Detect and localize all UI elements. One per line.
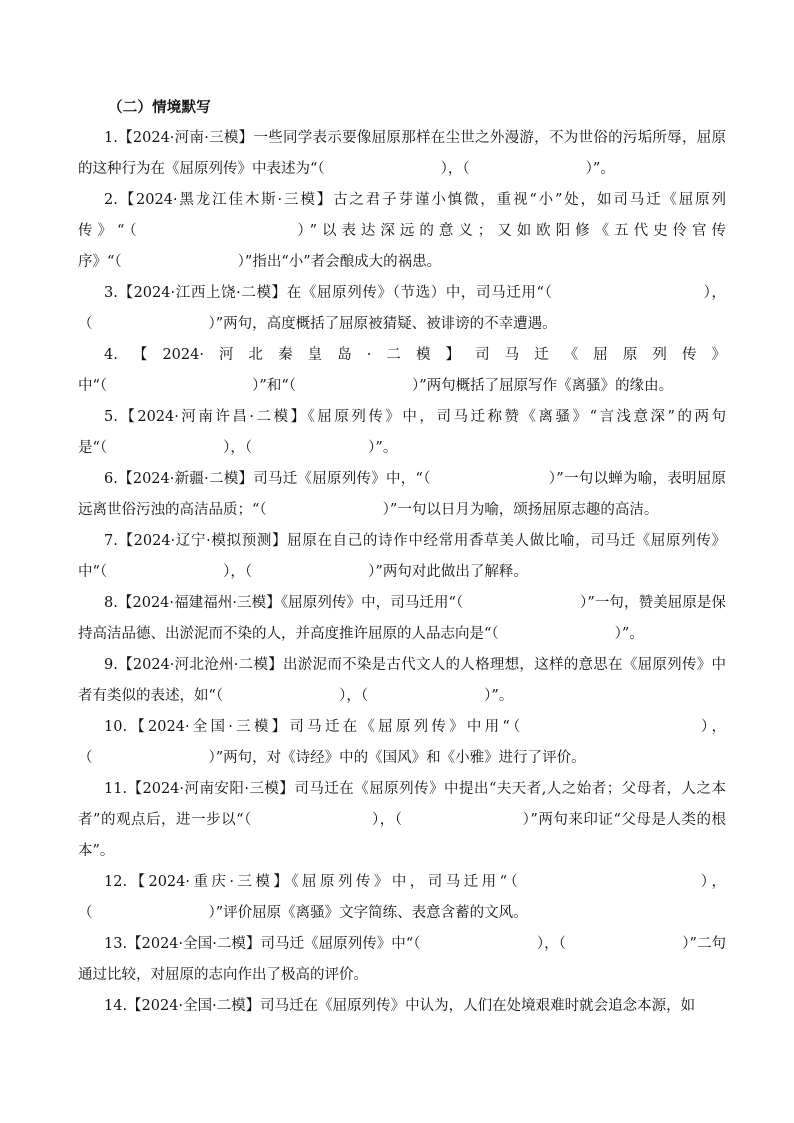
- question-11: 11.【2024·河南安阳·三模】司马迁在《屈原列传》中提出“夫天者,人之始者；父母者，人之本者”的观点后，进一步以“（ ），（ ）”两句来印证“父母是人类的根本”。: [78, 781, 726, 859]
- question-6: 6.【2024·新疆·二模】司马迁《屈原列传》中，“（ ）”一句以蝉为喻，表明屈原远离世俗污浊的高洁品质；“（ ）”一句以日月为喻，颂扬屈原志趣的高洁。: [78, 471, 726, 518]
- question-5: 5.【2024·河南许昌·二模】《屈原列传》中，司马迁称赞《离骚》“言浅意深”的两句是“（ ），（ ）”。: [78, 409, 726, 456]
- question-8: 8.【2024·福建福州·三模】《屈原列传》中，司马迁用“（ ）”一句，赞美屈原是保持高洁品德、出淤泥而不染的人，并高度推许屈原的人品志向是“（ ）”。: [78, 595, 726, 642]
- question-2: 2.【2024·黑龙江佳木斯·三模】古之君子芽谨小慎微，重视“小”处，如司马迁《屈原列传》“（ ）”以表达深远的意义；又如欧阳修《五代史伶官传序》“（ ）”指出“小”者会酿成大的祸患。: [78, 192, 726, 270]
- question-9: 9.【2024·河北沧州·二模】出淤泥而不染是古代文人的人格理想，这样的意思在《屈原列传》中者有类似的表述，如“（ ），（ ）”。: [78, 657, 726, 704]
- question-4: 4.【2024·河北秦皇岛·二模】司马迁《屈原列传》中“（ ）”和“（ ）”两句概括了屈原写作《离骚》的缘由。: [78, 347, 726, 394]
- question-3: 3.【2024·江西上饶·二模】在《屈原列传》（节选）中，司马迁用“（ ），（ ）”两句，高度概括了屈原被猜疑、被诽谤的不幸遭遇。: [78, 285, 726, 332]
- question-7: 7.【2024·辽宁·模拟预测】屈原在自己的诗作中经常用香草美人做比喻，司马迁《屈原列传》中“（ ），（ ）”两句对此做出了解释。: [78, 533, 726, 580]
- question-10: 10.【2024·全国·三模】司马迁在《屈原列传》中用“（ ），（ ）”两句，对《诗经》中的《国风》和《小雅》进行了评价。: [78, 719, 726, 766]
- question-1: 1.【2024·河南·三模】一些同学表示要像屈原那样在尘世之外漫游，不为世俗的污垢所辱，屈原的这种行为在《屈原列传》中表述为“（ ），（ ）”。: [78, 130, 726, 177]
- question-12: 12.【2024·重庆·三模】《屈原列传》中，司马迁用“（ ），（ ）”评价屈原《离骚》文字简练、表意含蓄的文风。: [78, 874, 726, 921]
- question-14: 14.【2024·全国·二模】司马迁在《屈原列传》中认为，人们在处境艰难时就会追念本源，如: [104, 998, 696, 1014]
- question-13: 13.【2024·全国·二模】司马迁《屈原列传》中“（ ），（ ）”二句通过比较，对屈原的志向作出了极高的评价。: [78, 936, 726, 983]
- section-heading: （二）情境默写: [108, 99, 211, 116]
